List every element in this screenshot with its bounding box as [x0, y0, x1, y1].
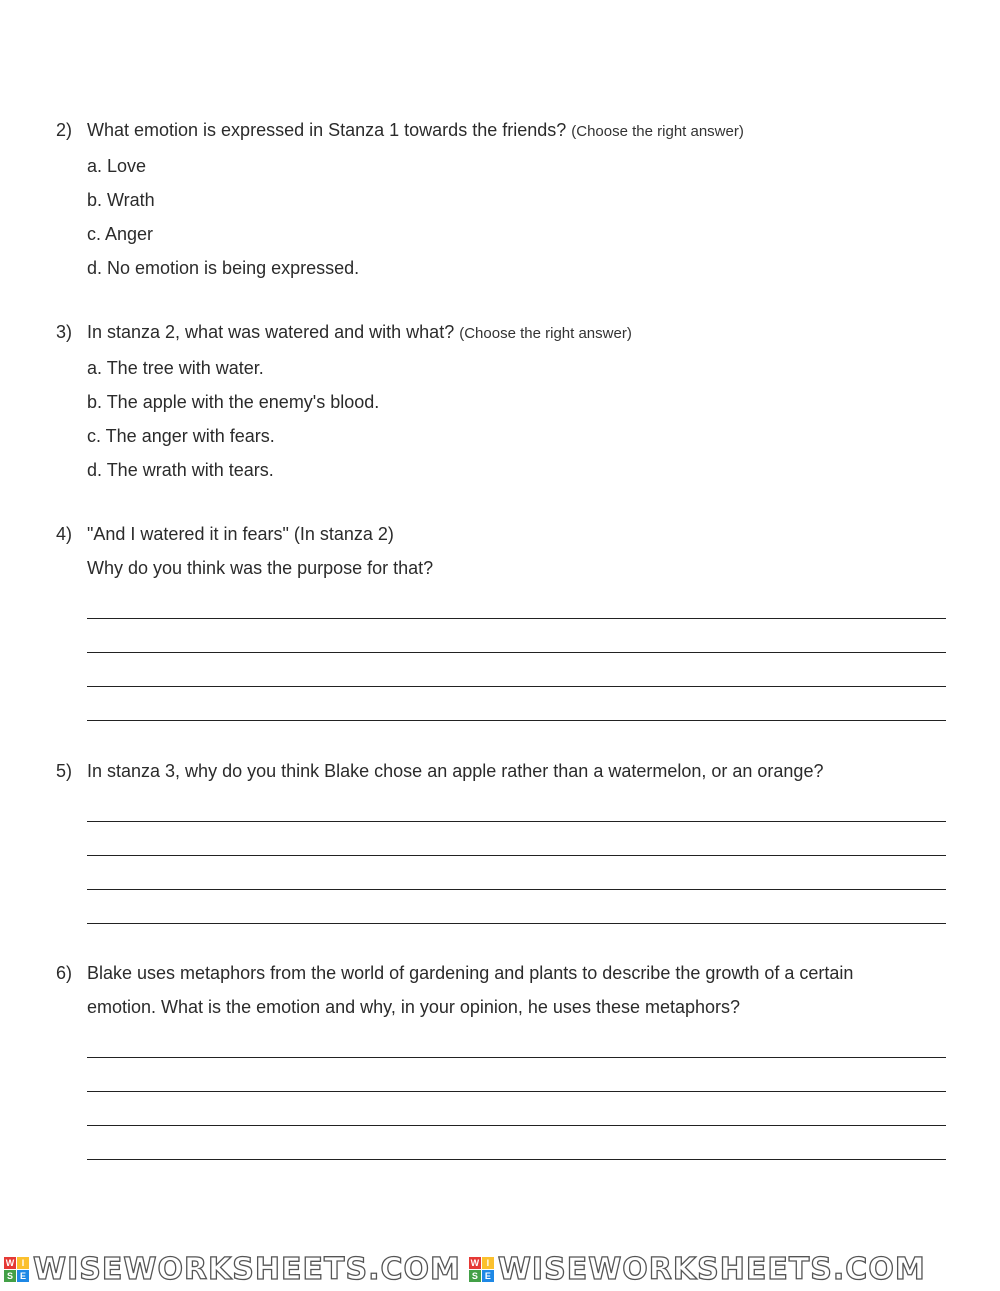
logo-icon: W I S E — [4, 1257, 29, 1282]
question-text-line-2: emotion. What is the emotion and why, in your opinion, he uses these metaphors? — [87, 997, 741, 1017]
question-number: 4) — [56, 524, 73, 544]
answer-option-b[interactable]: b. The apple with the enemy's blood. — [87, 392, 380, 412]
answer-option-d[interactable]: d. No emotion is being expressed. — [87, 258, 360, 278]
question-text: "And I watered it in fears" (In stanza 2) — [87, 524, 394, 544]
answer-line[interactable] — [87, 856, 946, 890]
question-number: 2) — [56, 120, 73, 140]
question-5 — [56, 754, 946, 924]
question-number: 3) — [56, 322, 73, 342]
answer-option-a[interactable]: a. The tree with water. — [87, 358, 264, 378]
instruction-hint: (Choose the right answer) — [571, 123, 744, 140]
answer-line[interactable] — [87, 1126, 946, 1160]
answer-line[interactable] — [87, 822, 946, 856]
question-text: What emotion is expressed in Stanza 1 towards the friends? (Choose the right answer) — [87, 120, 744, 140]
answer-line[interactable] — [87, 585, 946, 619]
question-text-line-2: Why do you think was the purpose for that? — [87, 558, 434, 578]
instruction-hint: (Choose the right answer) — [459, 325, 632, 342]
brand-watermark — [469, 1252, 926, 1287]
answer-option-b[interactable]: b. Wrath — [87, 190, 155, 210]
answer-line[interactable] — [87, 788, 946, 822]
answer-option-d[interactable]: d. The wrath with tears. — [87, 460, 274, 480]
answer-option-c[interactable]: c. The anger with fears. — [87, 426, 275, 446]
answer-line[interactable] — [87, 653, 946, 687]
answer-option-a[interactable]: a. Love — [87, 156, 147, 176]
answer-line[interactable] — [87, 1058, 946, 1092]
question-text: Blake uses metaphors from the world of gardening and plants to describe the growth of a certain — [87, 963, 854, 983]
logo-icon: W I S E — [469, 1257, 494, 1282]
watermark-text: WISEWORKSHEETS.COM — [497, 1252, 926, 1287]
footer-watermark — [0, 1248, 1000, 1291]
answer-line[interactable] — [87, 619, 946, 653]
question-3 — [56, 315, 946, 487]
answer-line[interactable] — [87, 1024, 946, 1058]
question-6 — [56, 956, 946, 1160]
answer-line[interactable] — [87, 890, 946, 924]
answer-line[interactable] — [87, 1092, 946, 1126]
question-4 — [56, 517, 946, 721]
question-2 — [56, 113, 946, 285]
question-number: 5) — [56, 761, 73, 781]
watermark-text: WISEWORKSHEETS.COM — [33, 1252, 461, 1287]
answer-option-c[interactable]: c. Anger — [87, 224, 154, 244]
answer-line[interactable] — [87, 687, 946, 721]
brand-watermark — [4, 1252, 461, 1287]
question-text: In stanza 2, what was watered and with what? (Choose the right answer) — [87, 322, 632, 342]
question-number: 6) — [56, 963, 73, 983]
question-text: In stanza 3, why do you think Blake chose an apple rather than a watermelon, or an orange? — [87, 761, 824, 781]
